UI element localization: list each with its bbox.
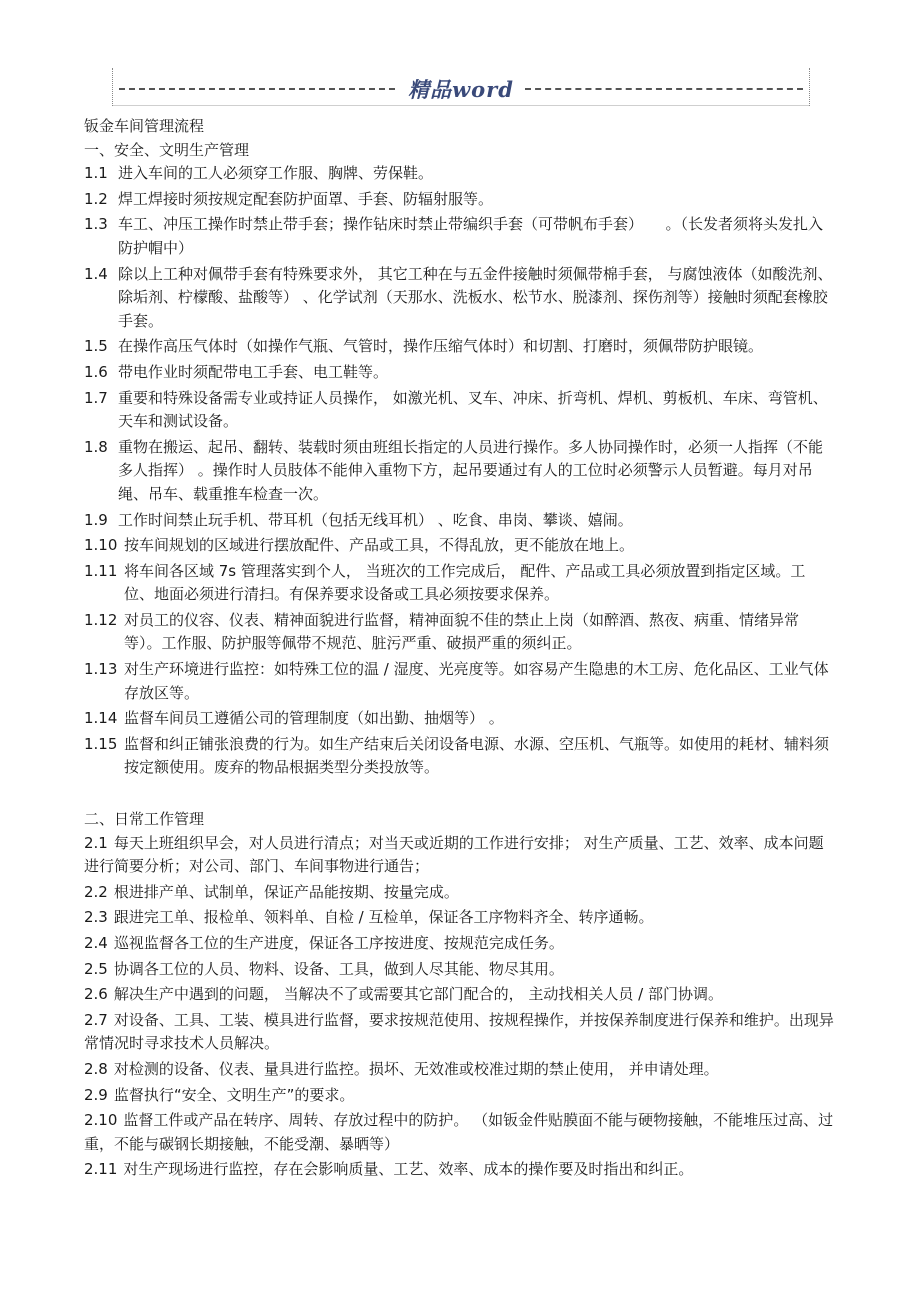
item-text: 协调各工位的人员、物料、设备、工具，做到人尽其能、物尽其用。 [113, 959, 564, 978]
item-number: 2.11 [84, 1160, 118, 1179]
item-number: 1.14 [84, 709, 118, 728]
item-text: 根进排产单、试制单，保证产品能按期、按量完成。 [113, 882, 459, 901]
list-item [84, 335, 834, 359]
item-number: 1.13 [84, 660, 118, 679]
list-item [84, 1084, 834, 1108]
list-item [84, 958, 834, 982]
item-number: 1.3 [84, 215, 108, 234]
item-number: 1.2 [84, 189, 108, 208]
page-header [112, 68, 810, 106]
section-2-heading: 二、日常工作管理 [84, 810, 205, 829]
item-text: 将车间各区域 7s 管理落实到个人， 当班次的工作完成后， 配件、产品或工具必须放置到指定区域。工位、地面必须进行清扫。有保养要求设备或工具必须按要求保养。 [124, 561, 806, 604]
item-number: 2.6 [84, 985, 108, 1004]
item-text: 监督工件或产品在转序、周转、存放过程中的防护。 （如钣金件贴膜面不能与硬物接触，不能堆压过高、过重，不能与碳钢长期接触，不能受潮、暴晒等） [84, 1111, 834, 1153]
item-text: 监督车间员工遵循公司的管理制度（如出勤、抽烟等） 。 [124, 709, 504, 728]
document-title: 钣金车间管理流程 [84, 117, 205, 135]
section-1-heading: 一、安全、文明生产管理 [84, 140, 250, 159]
item-number: 1.10 [84, 536, 118, 555]
item-text: 在操作高压气体时（如操作气瓶、气管时，操作压缩气体时）和切割、打磨时，须佩带防护眼镜。 [118, 337, 764, 356]
section-1-list [84, 162, 834, 780]
item-text: 对员工的仪容、仪表、精神面貌进行监督，精神面貌不佳的禁止上岗（如醉酒、熬夜、病重、情绪异常等）。工作服、防护服等佩带不规范、脏污严重、破损严重的须纠正。 [124, 610, 800, 653]
item-text: 车工、冲压工操作时禁止带手套；操作钻床时禁止带编织手套（可带帆布手套） 。（长发者须将头发扎入防护帽中） [118, 215, 824, 257]
item-number: 1.5 [84, 337, 108, 356]
item-text: 巡视监督各工位的生产进度，保证各工序按进度、按规范完成任务。 [113, 934, 564, 952]
item-text: 按车间规划的区域进行摆放配件、产品或工具，不得乱放，更不能放在地上。 [124, 536, 635, 555]
list-item [84, 881, 834, 905]
item-number: 2.10 [84, 1111, 118, 1130]
item-number: 2.5 [84, 959, 108, 978]
document-body [84, 115, 834, 1184]
list-item [84, 534, 834, 558]
item-text: 对生产环境进行监控：如特殊工位的温 / 湿度、光亮度等。如容易产生隐患的木工房、危化品区、工业气体存放区等。 [124, 660, 829, 702]
item-number: 2.3 [84, 908, 108, 927]
list-item [84, 1009, 834, 1056]
list-item [84, 509, 834, 533]
item-number: 2.4 [84, 934, 108, 952]
header-dashed-rule-left [119, 88, 395, 90]
item-number: 2.7 [84, 1010, 108, 1029]
item-text: 解决生产中遇到的问题， 当解决不了或需要其它部门配合的， 主动找相关人员 / 部门协调。 [113, 985, 723, 1004]
list-item [84, 832, 834, 879]
list-item [84, 906, 834, 930]
list-item [84, 188, 834, 212]
item-text: 监督和纠正铺张浪费的行为。如生产结束后关闭设备电源、水源、空压机、气瓶等。如使用的耗材、辅料须按定额使用。废弃的物品根据类型分类投放等。 [124, 734, 830, 777]
list-item [84, 387, 834, 434]
item-number: 1.9 [84, 510, 108, 529]
list-item [84, 436, 834, 507]
list-item [84, 1058, 834, 1082]
section-2-list [84, 832, 834, 1182]
item-number: 1.7 [84, 388, 108, 407]
list-item [84, 1158, 834, 1182]
item-text: 焊工焊接时须按规定配套防护面罩、手套、防辐射服等。 [118, 189, 494, 208]
item-text: 对生产现场进行监控，存在会影响质量、工艺、效率、成本的操作要及时指出和纠正。 [123, 1160, 694, 1179]
item-number: 1.4 [84, 264, 108, 283]
item-text: 重要和特殊设备需专业或持证人员操作， 如激光机、叉车、冲床、折弯机、焊机、剪板机、车床、弯管机、天车和测试设备。 [118, 388, 828, 431]
list-item [84, 263, 834, 334]
item-text: 重物在搬运、起吊、翻转、装载时须由班组长指定的人员进行操作。多人协同操作时，必须一人指挥（不能多人指挥） 。操作时人员肢体不能伸入重物下方，起吊要通过有人的工位时必须警示人员暂避。每月对吊绳、吊车、载重推车检查一次。 [118, 437, 824, 503]
header-title: 精品word [408, 77, 514, 102]
item-text: 带电作业时须配带电工手套、电工鞋等。 [118, 362, 389, 381]
list-item [84, 733, 834, 780]
item-text: 每天上班组织早会，对人员进行清点；对当天或近期的工作进行安排； 对生产质量、工艺、效率、成本问题进行简要分析；对公司、部门、车间事物进行通告； [84, 833, 824, 876]
list-item [84, 560, 834, 607]
section-gap [84, 782, 834, 808]
list-item [84, 213, 834, 260]
header-underline [113, 105, 809, 106]
item-number: 2.2 [84, 882, 108, 901]
list-item [84, 1109, 834, 1156]
item-text: 对检测的设备、仪表、量具进行监控。损坏、无效准或校准过期的禁止使用， 并申请处理。 [113, 1059, 719, 1078]
item-text: 对设备、工具、工装、模具进行监督，要求按规范使用、按规程操作，并按保养制度进行保养和维护。出现异常情况时寻求技术人员解决。 [84, 1010, 834, 1053]
item-text: 除以上工种对佩带手套有特殊要求外， 其它工种在与五金件接触时须佩带棉手套， 与腐蚀液体（如酸洗剂、除垢剂、柠檬酸、盐酸等） 、化学试剂（天那水、洗板水、松节水、脱漆剂、探伤剂等）接触时须配套橡胶手套。 [118, 264, 833, 330]
list-item [84, 707, 834, 731]
item-number: 2.1 [84, 833, 108, 852]
item-number: 1.6 [84, 362, 108, 381]
header-dashed-rule-right [525, 88, 803, 90]
item-number: 1.11 [84, 561, 118, 580]
item-number: 2.9 [84, 1085, 108, 1104]
list-item [84, 162, 834, 186]
list-item [84, 609, 834, 656]
list-item [84, 932, 834, 956]
list-item [84, 983, 834, 1007]
item-number: 1.15 [84, 734, 118, 753]
item-text: 进入车间的工人必须穿工作服、胸牌、劳保鞋。 [118, 164, 434, 183]
list-item [84, 361, 834, 385]
item-number: 1.8 [84, 437, 108, 456]
item-number: 2.8 [84, 1059, 108, 1078]
item-text: 跟进完工单、报检单、领料单、自检 / 互检单，保证各工序物料齐全、转序通畅。 [113, 908, 654, 927]
item-number: 1.12 [84, 610, 118, 629]
item-text: 工作时间禁止玩手机、带耳机（包括无线耳机） 、吃食、串岗、攀谈、嬉闹。 [118, 510, 633, 529]
list-item [84, 658, 834, 705]
item-number: 1.1 [84, 164, 108, 183]
item-text: 监督执行“安全、文明生产”的要求。 [113, 1085, 355, 1104]
